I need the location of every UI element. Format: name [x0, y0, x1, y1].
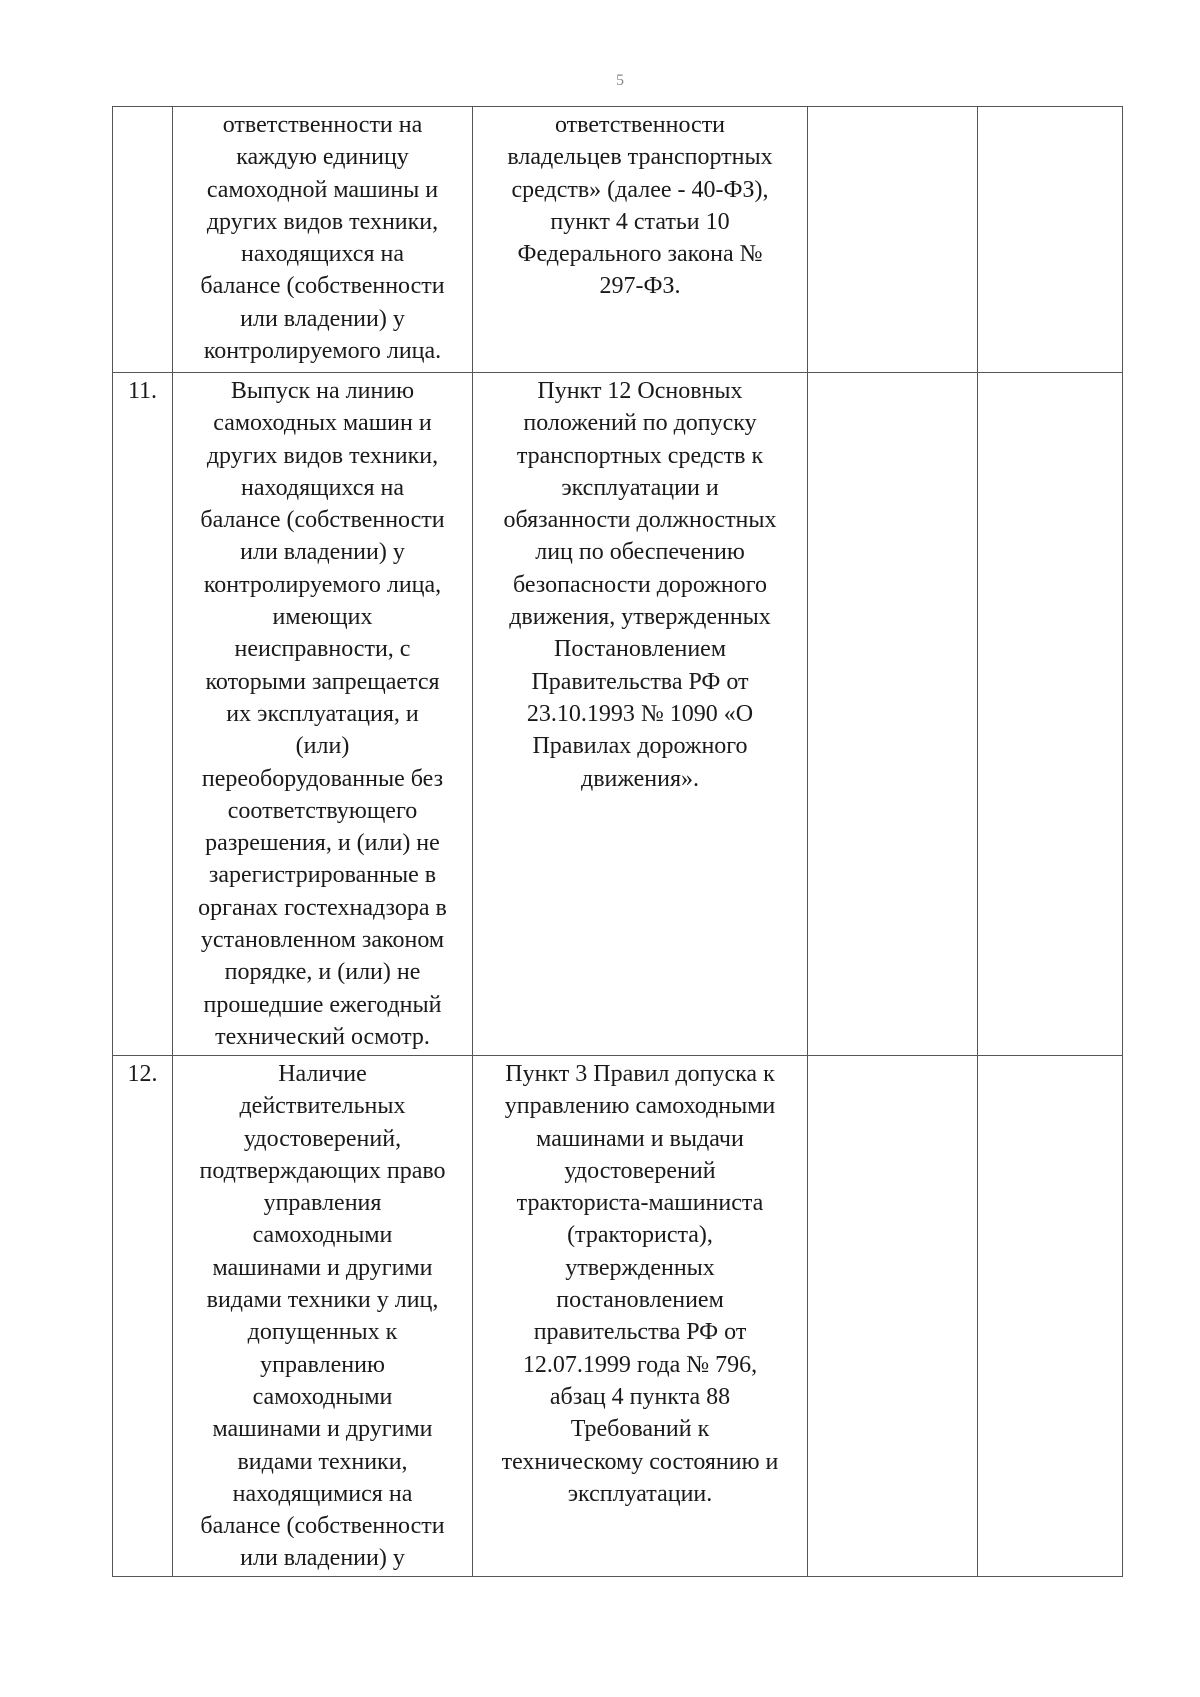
page-number: 5 — [616, 72, 624, 89]
table-row — [113, 373, 1123, 1056]
legal-reference-cell: Пункт 3 Правил допуска к управлению самоходными машинами и выдачи удостоверений тракториста-машиниста (тракториста), утвержденных постановлением правительства РФ от 12.07.1999 года № 796, абзац 4 пункта 88 Требований к техническому состоянию и эксплуатации. — [473, 1056, 808, 1577]
requirement-cell: Выпуск на линию самоходных машин и других видов техники, находящихся на балансе (собственности или владении) у контролируемого лица, имеющих неисправности, с которыми запрещается их эксплуатация, и (или) переоборудованные без соответствующего разрешения, и (или) не зарегистрированные в органах гостехнадзора в установленном законом порядке, и (или) не прошедшие ежегодный технический осмотр. — [173, 373, 473, 1056]
row-number-cell: 11. — [113, 373, 173, 1056]
table-row — [113, 1056, 1123, 1577]
empty-cell — [808, 107, 978, 373]
empty-cell — [808, 373, 978, 1056]
empty-cell — [808, 1056, 978, 1577]
legal-reference-cell: Пункт 12 Основных положений по допуску транспортных средств к эксплуатации и обязанности должностных лиц по обеспечению безопасности дорожного движения, утвержденных Постановлением Правительства РФ от 23.10.1993 № 1090 «О Правилах дорожного движения». — [473, 373, 808, 1056]
empty-cell — [978, 107, 1123, 373]
table-row — [113, 107, 1123, 373]
legal-reference-cell: ответственности владельцев транспортных средств» (далее - 40-ФЗ), пункт 4 статьи 10 Федерального закона № 297-ФЗ. — [473, 107, 808, 373]
row-number-cell — [113, 107, 173, 373]
empty-cell — [978, 373, 1123, 1056]
requirement-cell: Наличие действительных удостоверений, подтверждающих право управления самоходными машинами и другими видами техники у лиц, допущенных к управлению самоходными машинами и другими видами техники, находящимися на балансе (собственности или владении) у — [173, 1056, 473, 1577]
requirement-cell: ответственности на каждую единицу самоходной машины и других видов техники, находящихся на балансе (собственности или владении) у контролируемого лица. — [173, 107, 473, 373]
requirements-table — [112, 106, 1123, 1577]
row-number-cell: 12. — [113, 1056, 173, 1577]
empty-cell — [978, 1056, 1123, 1577]
